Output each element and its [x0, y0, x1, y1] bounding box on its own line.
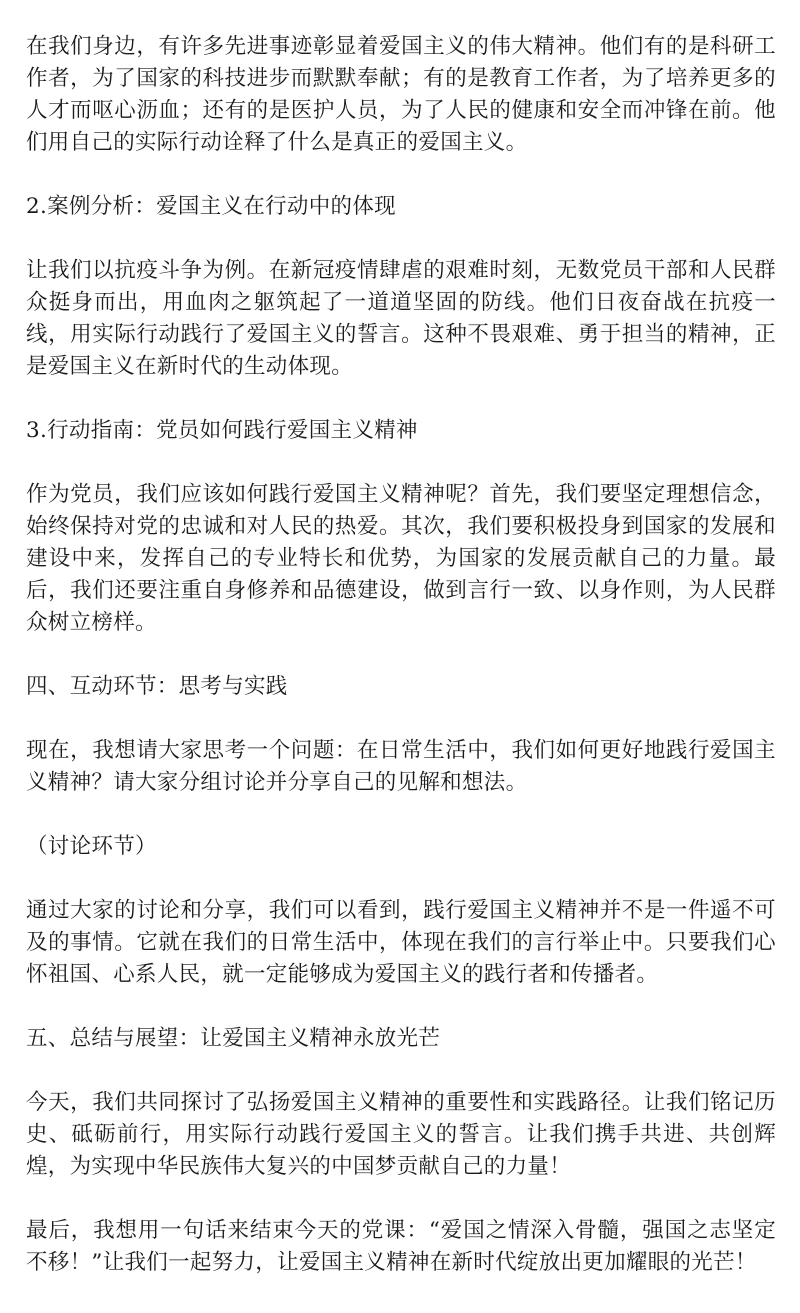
heading-interaction: 四、互动环节：思考与实践: [26, 674, 288, 699]
paragraph-review: 今天，我们共同探讨了弘扬爱国主义精神的重要性和实践路径。让我们铭记历史、砥砺前行，用实际行动践行爱国主义的誓言。让我们携手共进、共创辉煌，为实现中华民族伟大复兴的中国梦贡献自己的力量！: [26, 1090, 776, 1179]
heading-action-guide: 3.行动指南：党员如何践行爱国主义精神: [26, 418, 418, 443]
heading-conclusion: 五、总结与展望：让爱国主义精神永放光芒: [26, 1026, 441, 1051]
paragraph-party-member-practice: 作为党员，我们应该如何践行爱国主义精神呢？首先，我们要坚定理想信念，始终保持对党的忠诚和对人民的热爱。其次，我们要积极投身到国家的发展和建设中来，发挥自己的专业特长和优势，为国家的发展贡献自己的力量。最后，我们还要注重自身修养和品德建设，做到言行一致、以身作则，为人民群众树立榜样。: [26, 482, 776, 635]
paragraph-closing-quote: 最后，我想用一句话来结束今天的党课：“爱国之情深入骨髓，强国之志坚定不移！”让我们一起努力，让爱国主义精神在新时代绽放出更加耀眼的光芒！: [26, 1218, 776, 1275]
paragraph-pandemic-example: 让我们以抗疫斗争为例。在新冠疫情肆虐的艰难时刻，无数党员干部和人民群众挺身而出，用血肉之躯筑起了一道道坚固的防线。他们日夜奋战在抗疫一线，用实际行动践行了爱国主义的誓言。这种不畏艰难、勇于担当的精神，正是爱国主义在新时代的生动体现。: [26, 258, 776, 379]
paragraph-discussion-note: （讨论环节）: [26, 834, 157, 859]
paragraph-discussion-summary: 通过大家的讨论和分享，我们可以看到，践行爱国主义精神并不是一件遥不可及的事情。它就在我们的日常生活中，体现在我们的言行举止中。只要我们心怀祖国、心系人民，就一定能够成为爱国主义的践行者和传播者。: [26, 898, 776, 987]
document-body: [26, 31, 776, 1279]
paragraph-question: 现在，我想请大家思考一个问题：在日常生活中，我们如何更好地践行爱国主义精神？请大家分组讨论并分享自己的见解和想法。: [26, 738, 776, 795]
heading-case-analysis: 2.案例分析：爱国主义在行动中的体现: [26, 194, 396, 219]
paragraph-advanced-deeds: 在我们身边，有许多先进事迹彰显着爱国主义的伟大精神。他们有的是科研工作者，为了国家的科技进步而默默奉献；有的是教育工作者，为了培养更多的人才而呕心沥血；还有的是医护人员，为了人民的健康和安全而冲锋在前。他们用自己的实际行动诠释了什么是真正的爱国主义。: [26, 34, 776, 155]
